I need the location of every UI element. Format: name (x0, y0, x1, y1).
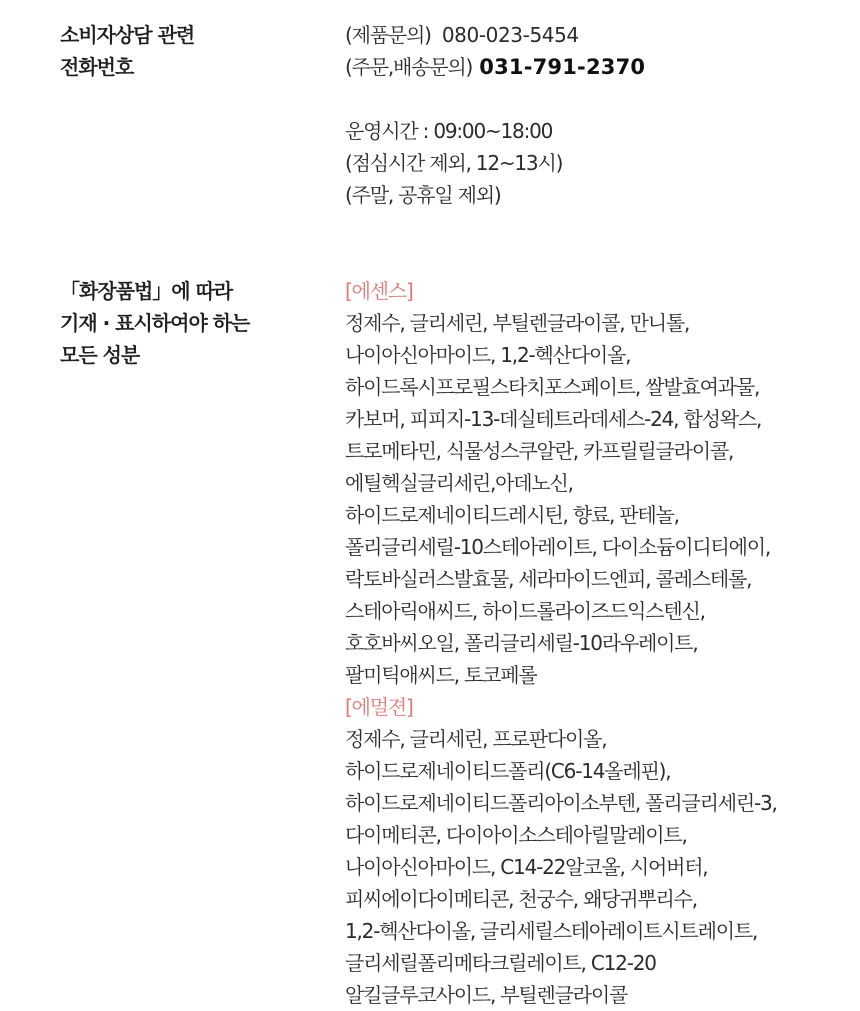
contact-label (60, 19, 320, 83)
ingredients-label-line-3: 모든 성분 (60, 343, 140, 367)
essence-line: 호호바씨오일, 폴리글리세릴-10라우레이트, (345, 631, 698, 655)
essence-title: [에센스] (345, 279, 413, 303)
emulsion-line: 피씨에이다이메티콘, 천궁수, 왜당귀뿌리수, (345, 887, 697, 911)
essence-line: 정제수, 글리세린, 부틸렌글라이콜, 만니톨, (345, 311, 690, 335)
order-inquiry-line (345, 51, 845, 83)
emulsion-line: 글리세릴폴리메타크릴레이트, C12-20 (345, 951, 656, 975)
hours-line-3: (주말, 공휴일 제외) (345, 183, 501, 207)
ingredients-label (60, 275, 320, 371)
essence-line: 카보머, 피피지-13-데실테트라데세스-24, 합성왁스, (345, 407, 762, 431)
contact-info (345, 19, 845, 211)
emulsion-line: 하이드로제네이티드폴리아이소부텐, 폴리글리세린-3, (345, 791, 777, 815)
emulsion-line: 정제수, 글리세린, 프로판다이올, (345, 727, 607, 751)
product-inquiry-line (345, 19, 845, 51)
emulsion-line: 알킬글루코사이드, 부틸렌글라이콜 (345, 983, 628, 1007)
essence-line: 팔미틱애씨드, 토코페롤 (345, 663, 537, 687)
ingredients-label-line-1: 「화장품법」에 따라 (60, 279, 233, 303)
product-inquiry-phone[interactable]: 080-023-5454 (441, 23, 579, 47)
essence-line: 하이드로제네이티드레시틴, 향료, 판테놀, (345, 503, 679, 527)
essence-line: 하이드록시프로필스타치포스페이트, 쌀발효여과물, (345, 375, 760, 399)
essence-line: 에틸헥실글리세린,아데노신, (345, 471, 573, 495)
contact-label-line-1: 소비자상담 관련 (60, 23, 195, 47)
order-inquiry-phone[interactable]: 031-791-2370 (479, 55, 646, 79)
ingredients-list (345, 275, 845, 1011)
contact-label-line-2: 전화번호 (60, 55, 134, 79)
emulsion-line: 1,2-헥산다이올, 글리세릴스테아레이트시트레이트, (345, 919, 758, 943)
emulsion-line: 다이메티콘, 다이아이소스테아릴말레이트, (345, 823, 687, 847)
hours-line-1: 운영시간 : 09:00~18:00 (345, 119, 553, 143)
essence-line: 스테아릭애씨드, 하이드롤라이즈드익스텐신, (345, 599, 705, 623)
hours-line-2: (점심시간 제외, 12~13시) (345, 151, 563, 175)
emulsion-title: [에멀젼] (345, 695, 413, 719)
emulsion-line: 하이드로제네이티드폴리(C6-14올레핀), (345, 759, 671, 783)
order-inquiry-label: (주문,배송문의) (345, 55, 473, 79)
essence-line: 트로메타민, 식물성스쿠알란, 카프릴릴글라이콜, (345, 439, 734, 463)
essence-line: 폴리글리세릴-10스테아레이트, 다이소듐이디티에이, (345, 535, 771, 559)
product-inquiry-label: (제품문의) (345, 23, 431, 47)
essence-line: 락토바실러스발효물, 세라마이드엔피, 콜레스테롤, (345, 567, 752, 591)
essence-line: 나이아신아마이드, 1,2-헥산다이올, (345, 343, 631, 367)
ingredients-label-line-2: 기재 · 표시하여야 하는 (60, 311, 250, 335)
emulsion-line: 나이아신아마이드, C14-22알코올, 시어버터, (345, 855, 708, 879)
